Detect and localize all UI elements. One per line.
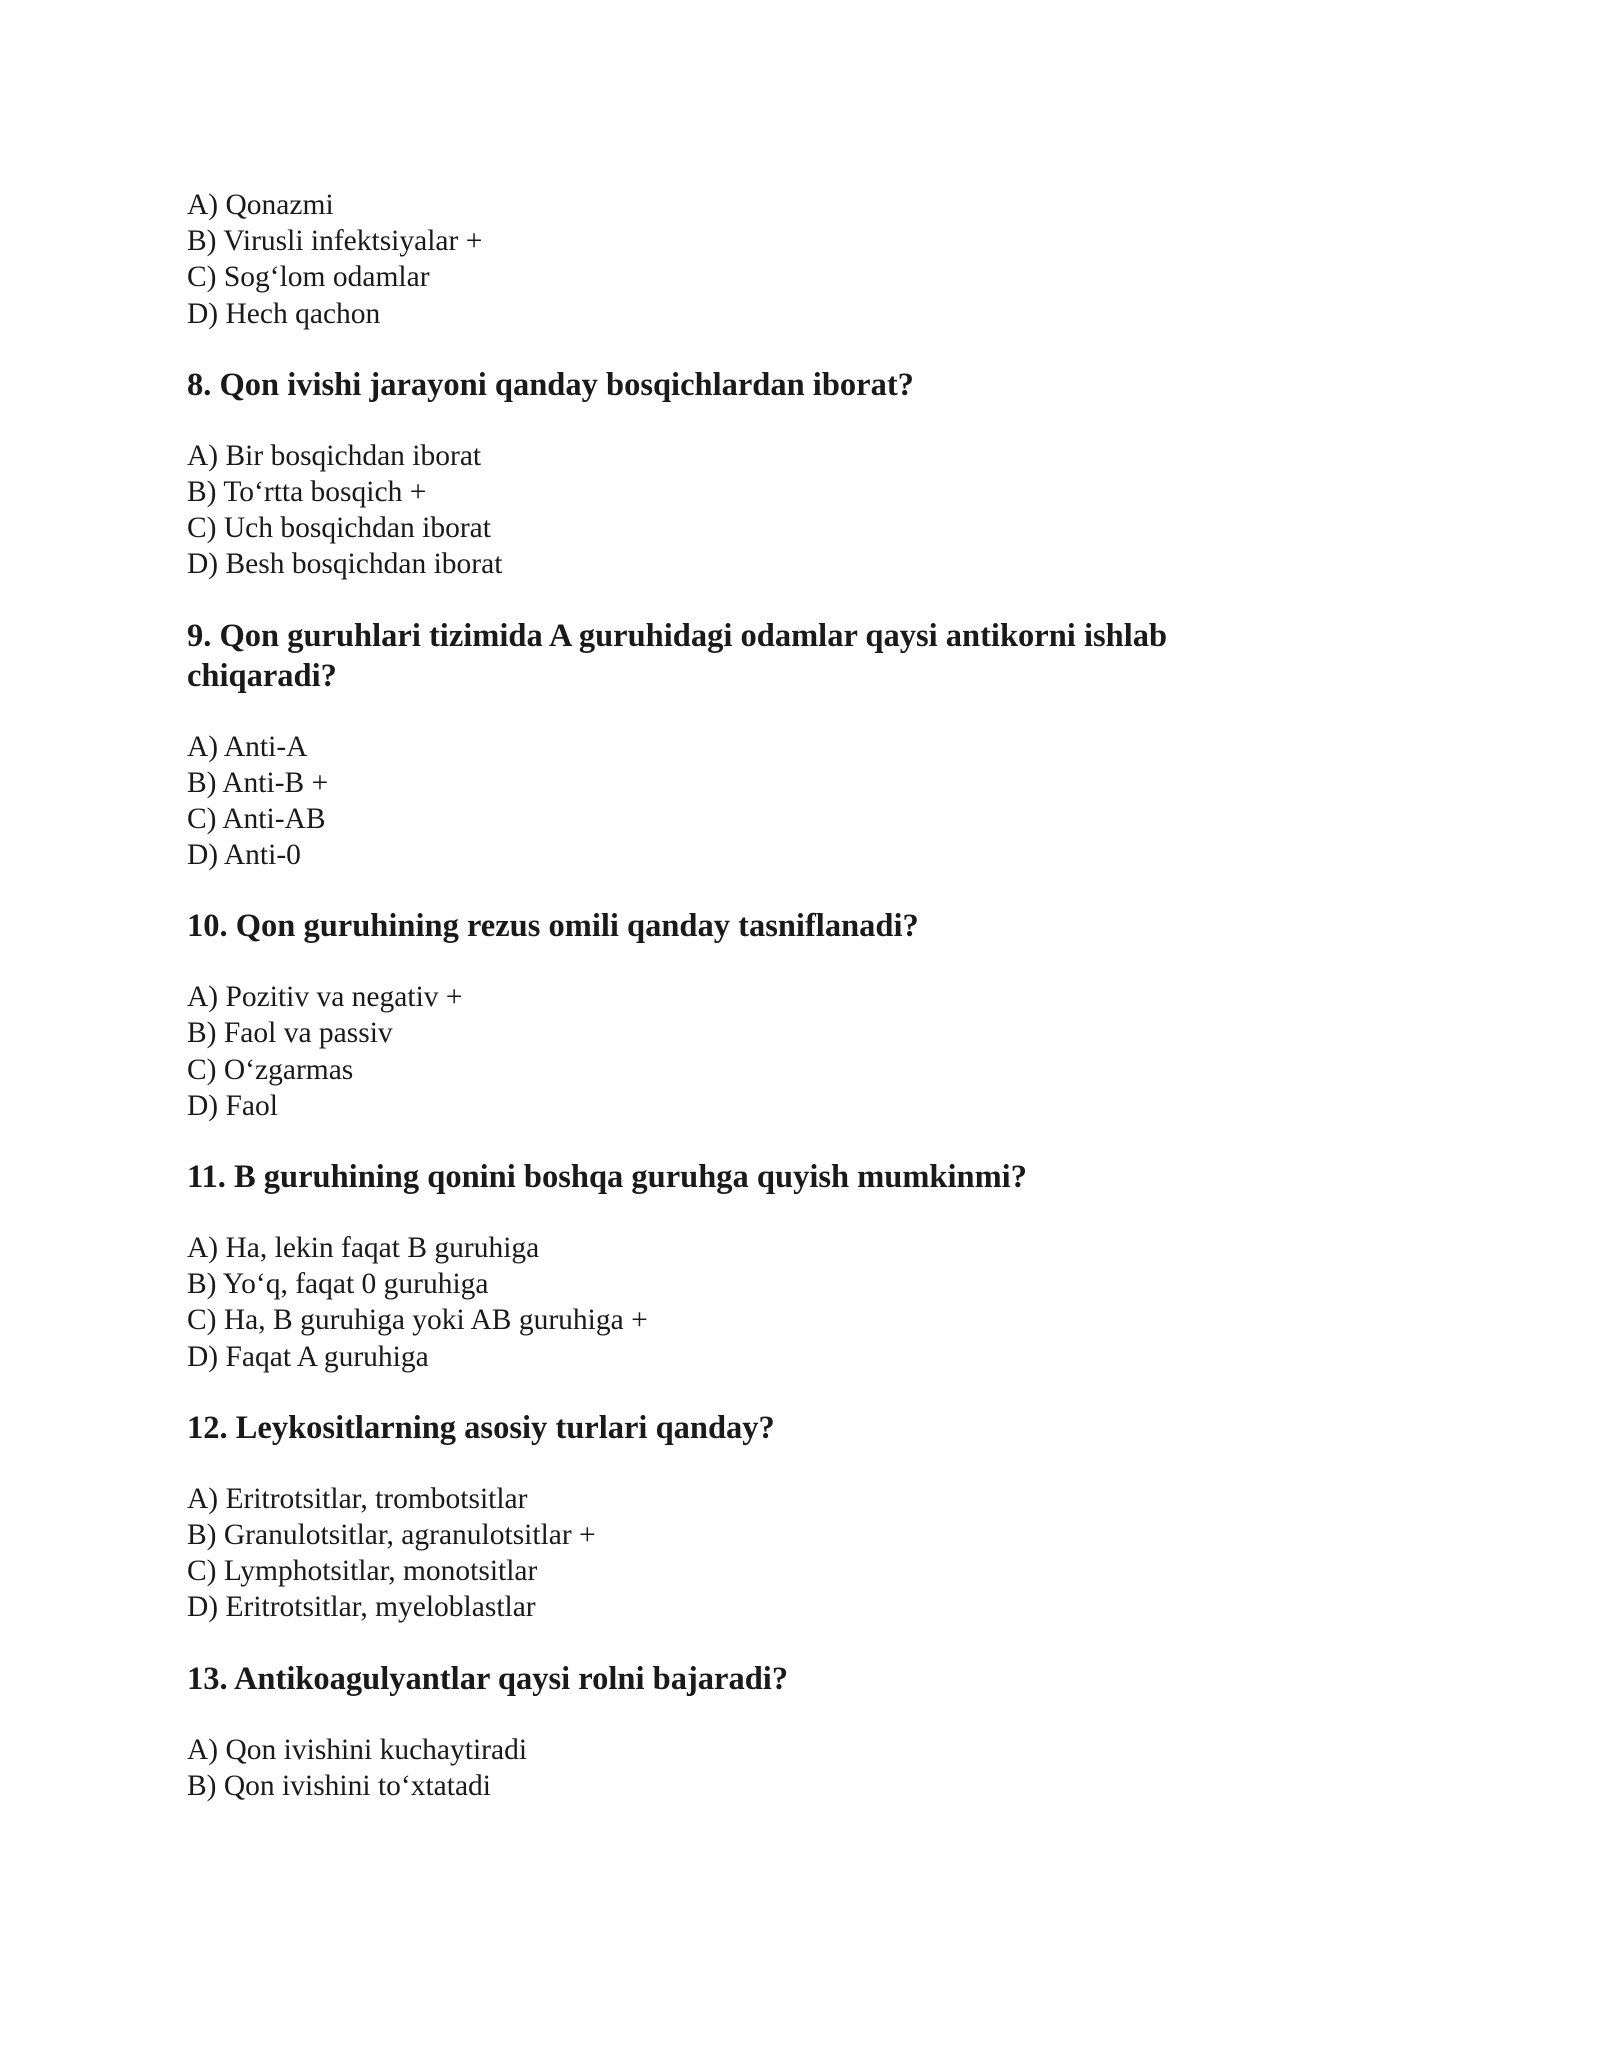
answer-option: D) Anti-0	[187, 839, 301, 872]
answer-options	[187, 1732, 1417, 1804]
document-page	[187, 187, 1417, 1837]
question-title: 13. Antikoagulyantlar qaysi rolni bajaradi?	[187, 1660, 789, 1697]
answer-option: C) Anti-AB	[187, 802, 326, 835]
answer-option: D) Besh bosqichdan iborat	[187, 548, 503, 581]
answer-option: D) Hech qachon	[187, 297, 381, 330]
answer-option: B) To‘rtta bosqich +	[187, 475, 427, 508]
answer-option: A) Eritrotsitlar, trombotsitlar	[187, 1482, 528, 1515]
answer-option: B) Anti-B +	[187, 766, 329, 799]
answer-option: A) Pozitiv va negativ +	[187, 981, 463, 1014]
question-11	[187, 1157, 1417, 1375]
answer-options	[187, 979, 1417, 1124]
answer-option: B) Granulotsitlar, agranulotsitlar +	[187, 1518, 596, 1551]
answer-option: A) Bir bosqichdan iborat	[187, 439, 482, 472]
answer-option: D) Eritrotsitlar, myeloblastlar	[187, 1591, 536, 1624]
answer-option: C) Sog‘lom odamlar	[187, 261, 430, 294]
answer-options	[187, 1481, 1417, 1626]
question-12	[187, 1408, 1417, 1626]
question-title: 10. Qon guruhining rezus omili qanday tasniflanadi?	[187, 908, 919, 945]
question-title-line: 9. Qon guruhlari tizimida A guruhidagi odamlar qaysi antikorni ishlab	[187, 617, 1168, 654]
question-10	[187, 906, 1417, 1124]
answer-option: A) Anti-A	[187, 730, 308, 763]
answer-option: A) Qonazmi	[187, 189, 334, 221]
question-title: 12. Leykositlarning asosiy turlari qanday?	[187, 1409, 775, 1446]
question-title-line: chiqaradi?	[187, 657, 337, 694]
answer-option: B) Faol va passiv	[187, 1017, 393, 1050]
answer-option: C) Uch bosqichdan iborat	[187, 512, 491, 545]
answer-options	[187, 187, 1417, 332]
answer-option: D) Faqat A guruhiga	[187, 1340, 429, 1373]
answer-option: D) Faol	[187, 1089, 278, 1122]
answer-option: B) Yo‘q, faqat 0 guruhiga	[187, 1268, 489, 1301]
answer-options	[187, 1230, 1417, 1375]
question-7-continuation	[187, 187, 1417, 332]
answer-option: B) Qon ivishini to‘xtatadi	[187, 1769, 491, 1802]
answer-option: A) Qon ivishini kuchaytiradi	[187, 1733, 528, 1766]
answer-option: C) Ha, B guruhiga yoki AB guruhiga +	[187, 1304, 648, 1337]
question-9	[187, 616, 1417, 874]
answer-option: A) Ha, lekin faqat B guruhiga	[187, 1232, 540, 1264]
answer-option: C) O‘zgarmas	[187, 1053, 354, 1086]
answer-options	[187, 438, 1417, 583]
question-13	[187, 1659, 1417, 1804]
answer-option: B) Virusli infektsiyalar +	[187, 225, 483, 258]
question-title	[187, 616, 1417, 696]
question-8	[187, 365, 1417, 583]
answer-option: C) Lymphotsitlar, monotsitlar	[187, 1555, 538, 1588]
question-title: 8. Qon ivishi jarayoni qanday bosqichlardan iborat?	[187, 366, 914, 403]
question-title: 11. B guruhining qonini boshqa guruhga quyish mumkinmi?	[187, 1159, 1027, 1195]
answer-options	[187, 729, 1417, 874]
